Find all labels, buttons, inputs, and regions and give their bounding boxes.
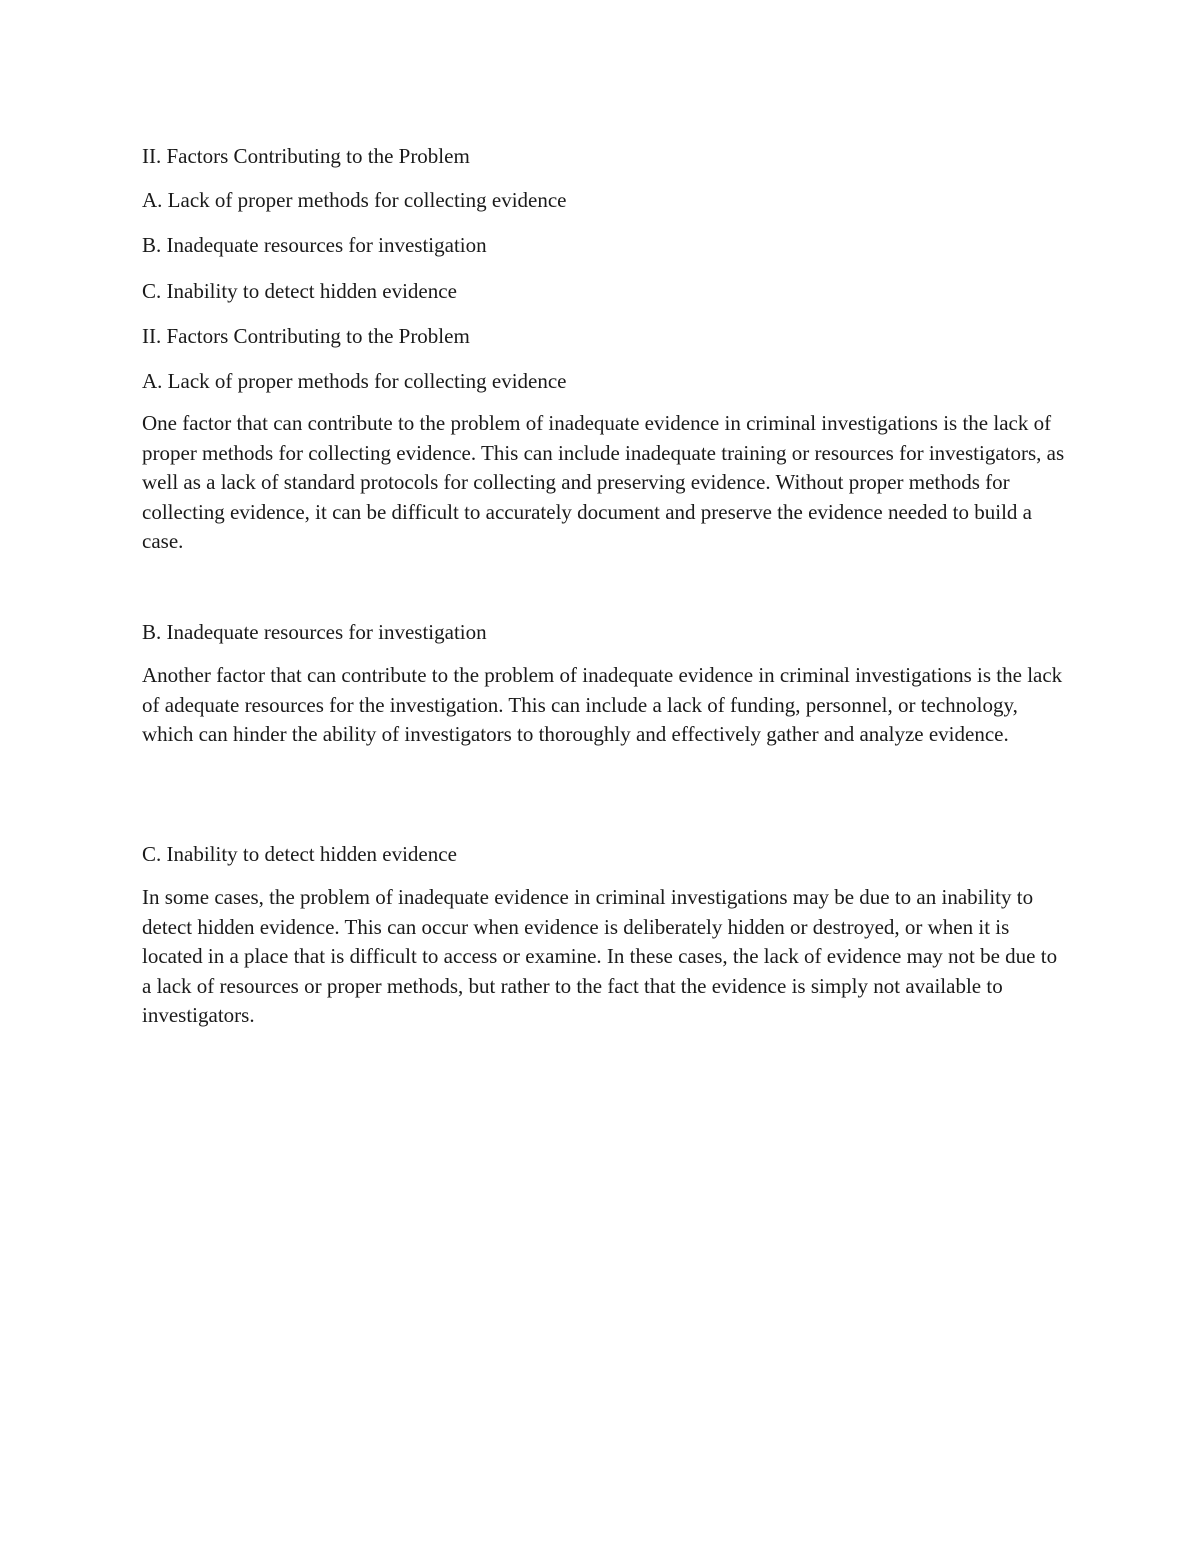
section-a-body: One factor that can contribute to the problem of inadequate evidence in criminal investigations is the lack of proper methods for collecting evidence. This can include inadequate training or resources for investigators, as well as a lack of standard protocols for collecting and preserving evidence. Without proper methods for collecting evidence, it can be difficult to accurately document and preserve the evidence needed to build a case. (142, 411, 1065, 553)
section-b-title: B. Inadequate resources for investigation (142, 620, 487, 644)
section-c-title: C. Inability to detect hidden evidence (142, 842, 457, 866)
section-a-title: A. Lack of proper methods for collecting evidence (142, 369, 567, 393)
outline-item-a: A. Lack of proper methods for collecting evidence (142, 188, 567, 212)
section-heading: II. Factors Contributing to the Problem (142, 324, 470, 348)
section-c-body: In some cases, the problem of inadequate evidence in criminal investigations may be due to an inability to detect hidden evidence. This can occur when evidence is deliberately hidden or destroyed, or when it is located in a place that is difficult to access or examine. In these cases, the lack of evidence may not be due to a lack of resources or proper methods, but rather to the fact that the evidence is simply not available to investigators. (142, 885, 1058, 1027)
outline-item-c: C. Inability to detect hidden evidence (142, 279, 457, 303)
outline-item-b: B. Inadequate resources for investigation (142, 233, 487, 257)
section-b-body: Another factor that can contribute to the problem of inadequate evidence in criminal investigations is the lack of adequate resources for the investigation. This can include a lack of funding, personnel, or technology, which can hinder the ability of investigators to thoroughly and effectively gather and analyze evidence. (142, 663, 1063, 746)
outline-heading: II. Factors Contributing to the Problem (142, 144, 470, 168)
